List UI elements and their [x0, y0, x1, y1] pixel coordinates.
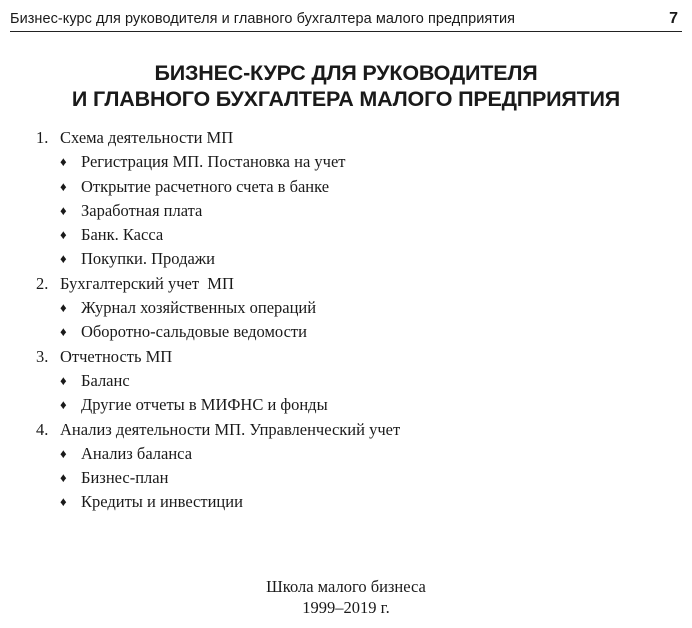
diamond-bullet-icon: ♦ — [60, 445, 67, 461]
course-outline — [36, 126, 400, 515]
section-title: Отчетность МП — [60, 346, 173, 366]
list-item — [36, 296, 400, 320]
section-number: 3. — [36, 346, 49, 366]
list-item — [36, 442, 400, 466]
list-item-text: Бизнес-план — [81, 468, 169, 488]
list-item — [36, 247, 400, 271]
page-number: 7 — [669, 10, 678, 27]
list-item — [36, 466, 400, 490]
list-item — [36, 490, 400, 514]
list-item — [36, 199, 400, 223]
section-heading — [36, 126, 400, 150]
diamond-bullet-icon: ♦ — [60, 397, 67, 413]
diamond-bullet-icon: ♦ — [60, 300, 67, 316]
diamond-bullet-icon: ♦ — [60, 178, 67, 194]
list-item-text: Открытие расчетного счета в банке — [81, 176, 330, 196]
list-item-text: Журнал хозяйственных операций — [81, 298, 317, 318]
section-number: 1. — [36, 128, 49, 147]
list-item-text: Кредиты и инвестиции — [81, 492, 243, 512]
page-title — [0, 60, 692, 112]
section-heading — [36, 272, 400, 296]
page-title-line-1: БИЗНЕС-КУРС ДЛЯ РУКОВОДИТЕЛЯ — [154, 61, 538, 85]
section-heading — [36, 345, 400, 369]
list-item — [36, 175, 400, 199]
diamond-bullet-icon: ♦ — [60, 324, 67, 340]
diamond-bullet-icon: ♦ — [60, 470, 67, 486]
list-item-text: Баланс — [81, 370, 130, 390]
diamond-bullet-icon: ♦ — [60, 154, 67, 170]
list-item — [36, 393, 400, 417]
section-number: 4. — [36, 419, 49, 439]
diamond-bullet-icon: ♦ — [60, 494, 67, 510]
list-item — [36, 369, 400, 393]
list-item-text: Оборотно-сальдовые ведомости — [81, 322, 307, 342]
section-title: Схема деятельности МП — [60, 128, 234, 147]
list-item — [36, 150, 400, 174]
section-title: Анализ деятельности МП. Управленческий учет — [60, 419, 401, 439]
running-header — [10, 9, 682, 32]
diamond-bullet-icon: ♦ — [60, 202, 67, 218]
list-item-text: Анализ баланса — [81, 443, 193, 463]
list-item-text: Банк. Касса — [81, 225, 164, 245]
footer-school-name: Школа малого бизнеса — [266, 577, 426, 596]
diamond-bullet-icon: ♦ — [60, 372, 67, 388]
list-item-text: Покупки. Продажи — [81, 249, 216, 269]
diamond-bullet-icon: ♦ — [60, 227, 67, 243]
list-item — [36, 320, 400, 344]
diamond-bullet-icon: ♦ — [60, 251, 67, 267]
section-number: 2. — [36, 273, 49, 293]
running-title: Бизнес-курс для руководителя и главного бухгалтера малого предприятия — [10, 11, 516, 27]
footer-years: 1999–2019 г. — [302, 598, 390, 617]
list-item-text: Заработная плата — [81, 200, 203, 220]
section-heading — [36, 418, 400, 442]
list-item-text: Регистрация МП. Постановка на учет — [81, 152, 346, 172]
footer — [0, 576, 692, 618]
section-title: Бухгалтерский учет МП — [60, 273, 234, 293]
list-item — [36, 223, 400, 247]
page-title-line-2: И ГЛАВНОГО БУХГАЛТЕРА МАЛОГО ПРЕДПРИЯТИЯ — [71, 87, 621, 111]
list-item-text: Другие отчеты в МИФНС и фонды — [81, 395, 328, 415]
